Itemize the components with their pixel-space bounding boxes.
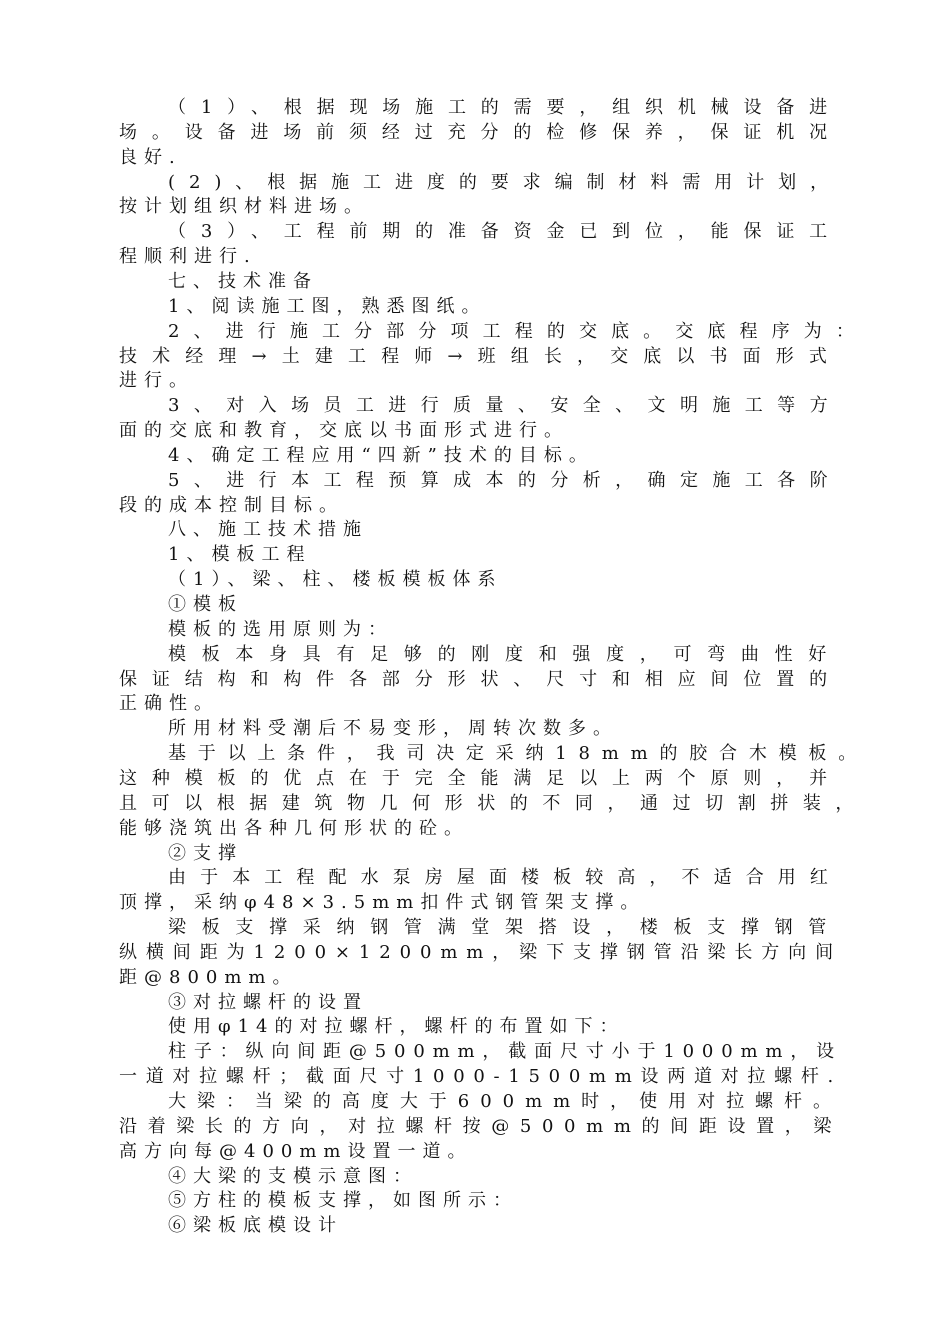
text-line: 正确性。 [119, 693, 219, 715]
text-line: （3）、工程前期的准备资金已到位，能保证工 [168, 221, 842, 243]
text-line: 1、阅读施工图，熟悉图纸。 [168, 295, 487, 317]
text-line: 距@800mm。 [119, 966, 298, 988]
text-line: （1）、根据现场施工的需要，组织机械设备进 [168, 97, 842, 118]
text-line: (2)、根据施工进度的要求编制材料需用计划， [168, 171, 842, 193]
text-line: 程顺利进行. [119, 246, 257, 268]
text-line: 3、对入场员工进行质量、安全、文明施工等方 [168, 395, 842, 417]
text-line: 按计划组织材料进场。 [119, 196, 369, 218]
text-line: 纵横间距为1200×1200mm，梁下支撑钢管沿梁长方向间 [119, 941, 842, 963]
text-line: 良好. [119, 146, 182, 168]
text-line: 段的成本控制目标。 [119, 494, 344, 516]
subsection-heading: 1、模板工程 [168, 544, 312, 566]
item-heading: ④大梁的支模示意图： [168, 1165, 418, 1187]
text-line: 模板的选用原则为： [168, 618, 393, 640]
item-heading: ①模板 [168, 594, 243, 615]
text-line: 梁板支撑采纳钢管满堂架搭设，楼板支撑钢管 [168, 917, 842, 939]
text-line: 使用φ14的对拉螺杆，螺杆的布置如下： [168, 1016, 625, 1038]
section-heading: 七、技术准备 [168, 270, 318, 292]
item-heading: ②支撑 [168, 842, 243, 864]
text-line: 由于本工程配水泵房屋面楼板较高，不适合用红 [168, 867, 842, 889]
text-line: 模板本身具有足够的刚度和强度，可弯曲性好 [168, 643, 842, 665]
text-line: 2、进行施工分部分项工程的交底。交底程序为： [168, 320, 868, 342]
text-line: 所用材料受潮后不易变形，周转次数多。 [168, 718, 618, 740]
text-line: 大梁：当梁的高度大于600mm时，使用对拉螺杆。 [168, 1091, 842, 1112]
text-line: 4、确定工程应用“四新”技术的目标。 [168, 444, 594, 466]
item-heading: ③对拉螺杆的设置 [168, 991, 368, 1013]
text-line: 保证结构和构件各部分形状、尺寸和相应间位置的 [119, 668, 842, 690]
text-line: 基于以上条件，我司决定采纳18mm的胶合木模板。 [168, 743, 868, 765]
section-heading: 八、施工技术措施 [168, 519, 368, 541]
text-line: 且可以根据建筑物几何形状的不同，通过切割拼装， [119, 792, 868, 814]
text-line: 一道对拉螺杆；截面尺寸1000-1500mm设两道对拉螺杆. [119, 1066, 842, 1088]
text-line: 能够浇筑出各种几何形状的砼。 [119, 817, 469, 839]
text-line: 场。设备进场前须经过充分的检修保养，保证机况 [119, 121, 842, 143]
text-line: 沿着梁长的方向，对拉螺杆按@500mm的间距设置，梁 [119, 1115, 842, 1137]
text-line: 这种模板的优点在于完全能满足以上两个原则，并 [119, 767, 842, 789]
text-line: 面的交底和教育，交底以书面形式进行。 [119, 420, 569, 442]
text-line: 柱子：纵向间距@500mm，截面尺寸小于1000mm，设 [168, 1041, 842, 1063]
text-line: 顶撑，采纳φ48×3.5mm扣件式钢管架支撑。 [119, 892, 646, 914]
item-heading: ⑥梁板底模设计 [168, 1215, 343, 1237]
text-line: 技术经理→土建工程师→班组长，交底以书面形式 [119, 345, 842, 367]
item-heading: ⑤方柱的模板支撑，如图所示： [168, 1190, 518, 1212]
text-line: 5、进行本工程预算成本的分析，确定施工各阶 [168, 469, 842, 491]
subsection-heading: （1）、梁、柱、楼板模板体系 [168, 569, 503, 591]
text-line: 进行。 [119, 370, 194, 392]
text-line: 高方向每@400mm设置一道。 [119, 1140, 473, 1162]
